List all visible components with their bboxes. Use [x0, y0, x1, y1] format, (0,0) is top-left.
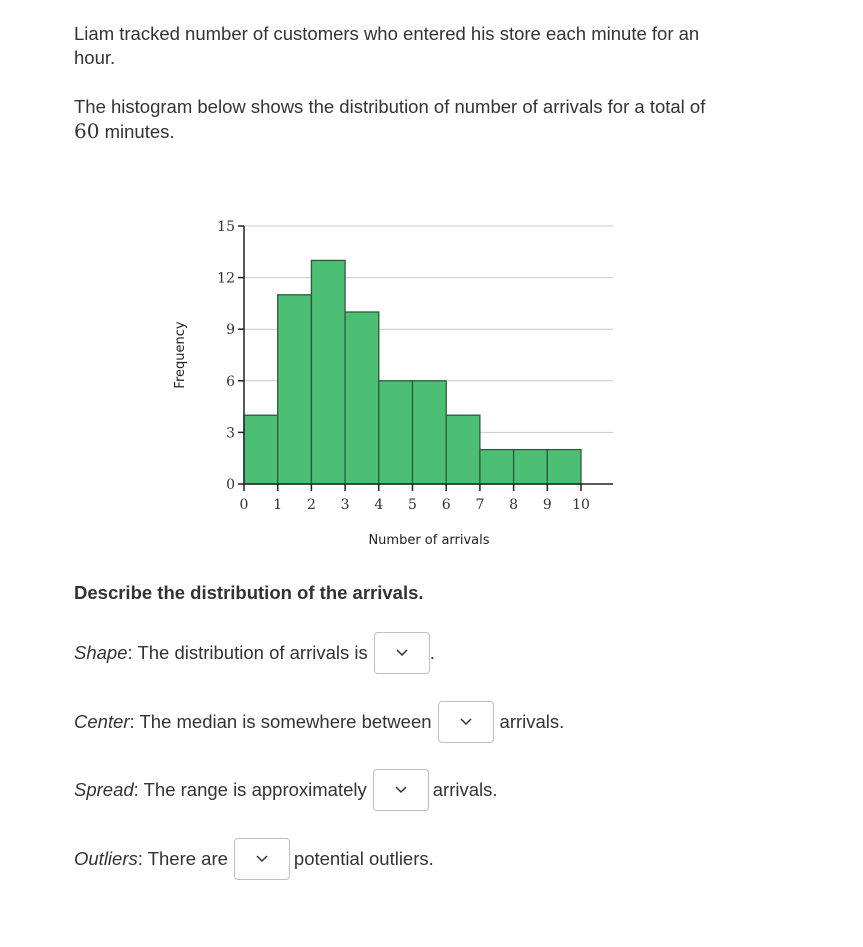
x-tick-label: 10: [572, 497, 590, 513]
x-tick-label: 4: [374, 497, 384, 513]
histogram-bar: [345, 312, 379, 484]
question-heading: Describe the distribution of the arrivals.: [74, 582, 424, 603]
y-tick-label: 6: [226, 373, 235, 390]
outliers-question: [74, 838, 434, 880]
shape-after: .: [429, 642, 435, 663]
histogram-bar: [413, 381, 447, 484]
spread-text: : The range is approximately: [133, 779, 367, 800]
chevron-down-icon: [396, 649, 408, 657]
x-tick-label: 8: [509, 497, 519, 513]
outliers-term: Outliers: [74, 848, 138, 869]
y-axis-label: Frequency: [173, 321, 188, 389]
center-term: Center: [74, 711, 130, 732]
spread-term: Spread: [74, 779, 134, 800]
center-after: arrivals.: [499, 711, 565, 732]
y-tick-label: 15: [217, 219, 235, 235]
center-text: : The median is somewhere between: [129, 711, 432, 732]
spread-question: [74, 769, 498, 811]
histogram-bar: [379, 381, 413, 484]
chevron-down-icon: [395, 786, 407, 794]
shape-question: [74, 632, 435, 674]
shape-text: : The distribution of arrivals is: [127, 642, 368, 663]
spread-dropdown[interactable]: [373, 769, 429, 811]
spread-after: arrivals.: [432, 779, 498, 800]
histogram-bar: [514, 450, 548, 484]
histogram-chart: [160, 205, 630, 555]
histogram-bar: [311, 260, 345, 484]
outliers-dropdown[interactable]: [234, 838, 290, 880]
x-axis-label: Number of arrivals: [368, 533, 490, 548]
outliers-after: potential outliers.: [293, 848, 434, 869]
total-minutes: 60: [74, 119, 100, 143]
chevron-down-icon: [256, 855, 268, 863]
x-tick-label: 1: [273, 497, 283, 513]
x-tick-label: 0: [239, 497, 249, 513]
x-tick-label: 6: [441, 497, 451, 513]
x-tick-label: 9: [542, 497, 552, 513]
y-tick-label: 3: [226, 425, 235, 442]
intro-line-2-start: The histogram below shows the distribution of number of arrivals for a total of: [74, 96, 706, 117]
x-tick-label: 5: [408, 497, 417, 513]
intro-line-2-end: minutes.: [99, 121, 175, 142]
shape-dropdown[interactable]: [374, 632, 430, 674]
y-tick-label: 12: [217, 270, 235, 287]
shape-term: Shape: [74, 642, 128, 663]
histogram-bar: [244, 415, 278, 484]
outliers-text: : There are: [137, 848, 228, 869]
x-tick-label: 7: [475, 497, 485, 513]
histogram-bar: [446, 415, 480, 484]
histogram-bar: [480, 450, 514, 484]
chevron-down-icon: [460, 718, 472, 726]
intro-line-1: Liam tracked number of customers who entered his store each minute for an hour.: [74, 23, 700, 68]
histogram-bar: [278, 295, 312, 484]
y-tick-label: 0: [226, 477, 235, 493]
x-tick-label: 2: [306, 497, 316, 513]
x-tick-label: 3: [340, 497, 350, 513]
histogram-bar: [547, 450, 581, 484]
center-question: [74, 701, 564, 743]
center-dropdown[interactable]: [438, 701, 494, 743]
y-tick-label: 9: [226, 322, 235, 339]
intro-line-2: [74, 95, 734, 144]
